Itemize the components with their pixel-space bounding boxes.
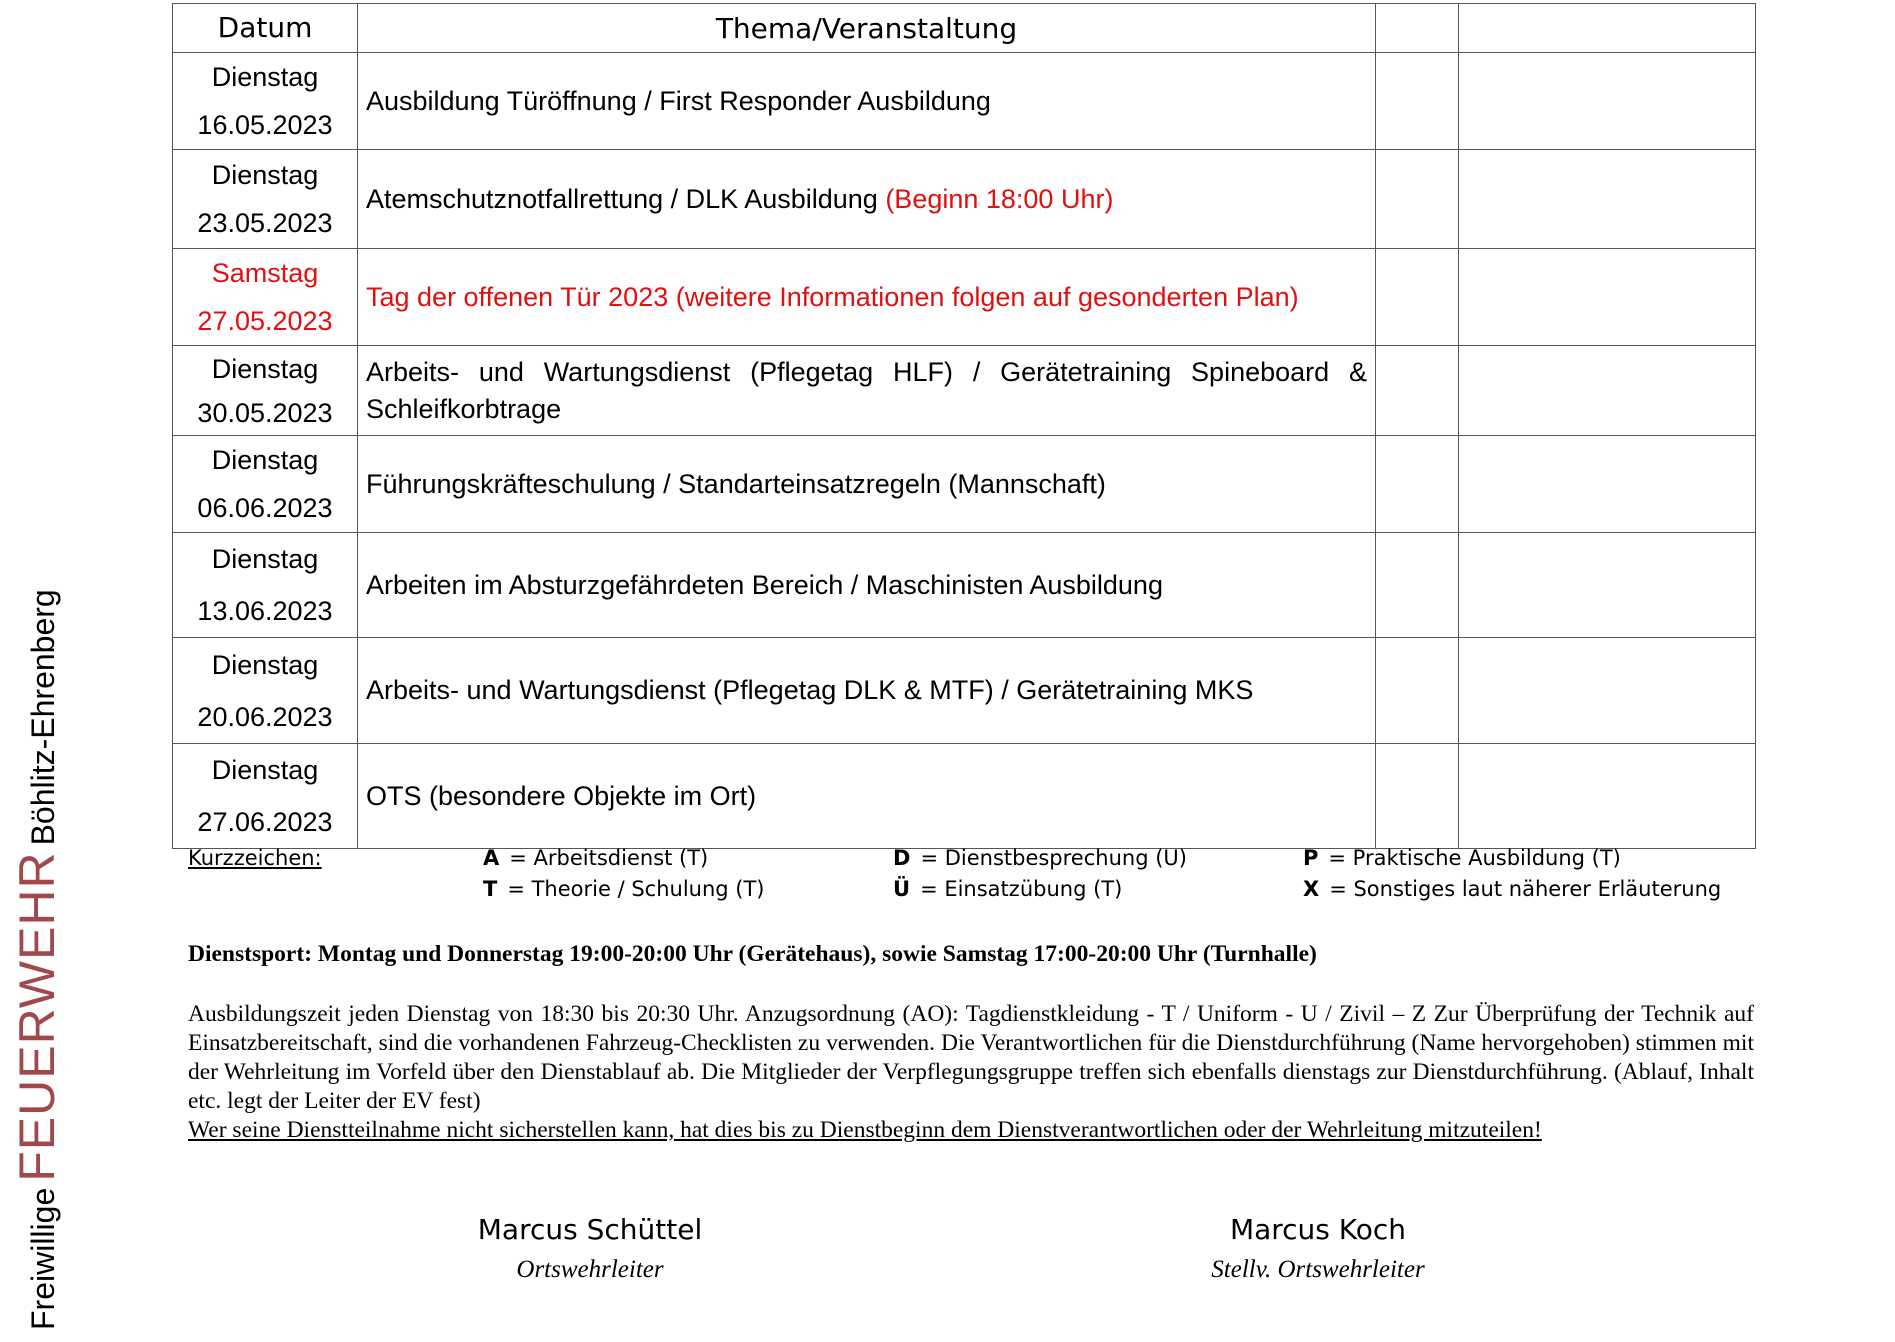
training-notes (188, 1000, 1754, 1145)
table-row (173, 53, 1756, 150)
sidebar-prefix: Freiwillige (25, 1187, 61, 1330)
schedule-table (172, 3, 1756, 849)
sidebar-place: Böhlitz-Ehrenberg (25, 589, 61, 846)
date-cell: Dienstag 23.05.2023 (173, 150, 358, 249)
empty-cell (1376, 744, 1459, 849)
empty-cell (1459, 744, 1756, 849)
topic-cell: Arbeits- und Wartungsdienst (Pflegetag HLF) / Gerätetraining Spineboard & Schleifkorbtrage (358, 346, 1376, 436)
date-cell: Dienstag 20.06.2023 (173, 638, 358, 744)
signature-role: Stellv. Ortswehrleiter (1211, 1256, 1425, 1283)
signature-block (390, 1210, 790, 1288)
topic-cell: OTS (besondere Objekte im Ort) (358, 744, 1376, 849)
table-row (173, 436, 1756, 533)
topic-cell: Arbeits- und Wartungsdienst (Pflegetag DLK & MTF) / Gerätetraining MKS (358, 638, 1376, 744)
legend-label: Kurzzeichen: (188, 846, 322, 870)
empty-cell (1459, 638, 1756, 744)
legend-item: Ü = Einsatzübung (T) (893, 877, 1123, 901)
empty-cell (1459, 436, 1756, 533)
topic-cell: Arbeiten im Absturzgefährdeten Bereich / Maschinisten Ausbildung (358, 533, 1376, 638)
attendance-warning: Wer seine Dienstteilnahme nicht sicherstellen kann, hat dies bis zu Dienstbeginn dem Dienstverantwortlichen oder der Wehrleitung mitzuteilen! (188, 1117, 1542, 1143)
empty-cell (1459, 53, 1756, 150)
signature-name: Marcus Schüttel (477, 1213, 703, 1246)
legend-item: D = Dienstbesprechung (U) (893, 846, 1187, 870)
table-row (173, 533, 1756, 638)
header-date: Datum (173, 4, 358, 53)
header-topic: Thema/Veranstaltung (358, 4, 1376, 53)
table-row (173, 638, 1756, 744)
empty-cell (1376, 533, 1459, 638)
header-extra-1 (1376, 4, 1459, 53)
service-sport-note: Dienstsport: Montag und Donnerstag 19:00-20:00 Uhr (Gerätehaus), sowie Samstag 17:00-20:00 Uhr (Turnhalle) (188, 941, 1317, 967)
topic-cell: Tag der offenen Tür 2023 (weitere Informationen folgen auf gesonderten Plan) (358, 249, 1376, 346)
organization-sidebar (8, 589, 98, 1330)
date-cell: Dienstag 30.05.2023 (173, 346, 358, 436)
training-notes-body: Ausbildungszeit jeden Dienstag von 18:30 bis 20:30 Uhr. Anzugsordnung (AO): Tagdienstkleidung - T / Uniform - U / Zivil – Z Zur Überprüfung der Technik auf Einsatzbereitschaft, sind die vorhandenen Fahrzeug-Checklisten zu verwenden. Die Verantwortlichen für die Dienstdurchführung (Name hervorgehoben) stimmen mit der Wehrleitung im Vorfeld über den Dienstablauf ab. Die Mitglieder der Verpflegungsgruppe treffen sich ebenfalls dienstags zur Dienstdurchführung. (Ablauf, Inhalt etc. legt der Leiter der EV fest) (188, 1001, 1754, 1114)
empty-cell (1376, 53, 1459, 150)
signature-block (1118, 1210, 1518, 1288)
start-time-note: (Beginn 18:00 Uhr) (885, 183, 1114, 214)
table-row (173, 150, 1756, 249)
legend-item: X = Sonstiges laut näherer Erläuterung (1303, 877, 1722, 901)
empty-cell (1376, 249, 1459, 346)
empty-cell (1459, 249, 1756, 346)
legend-item: P = Praktische Ausbildung (T) (1303, 846, 1621, 870)
topic-cell: Ausbildung Türöffnung / First Responder Ausbildung (358, 53, 1376, 150)
date-cell: Dienstag 06.06.2023 (173, 436, 358, 533)
topic-cell: Atemschutznotfallrettung / DLK Ausbildung (Beginn 18:00 Uhr) (358, 150, 1376, 249)
empty-cell (1459, 346, 1756, 436)
sidebar-brand: FEUERWEHR (9, 851, 65, 1182)
date-cell: Dienstag 16.05.2023 (173, 53, 358, 150)
empty-cell (1376, 638, 1459, 744)
empty-cell (1459, 533, 1756, 638)
signature-role: Ortswehrleiter (516, 1256, 664, 1283)
table-row (173, 744, 1756, 849)
legend-item: A = Arbeitsdienst (T) (483, 846, 709, 870)
date-cell: Dienstag 13.06.2023 (173, 533, 358, 638)
signature-name: Marcus Koch (1229, 1213, 1407, 1246)
topic-cell: Führungskräfteschulung / Standarteinsatzregeln (Mannschaft) (358, 436, 1376, 533)
legend-item: T = Theorie / Schulung (T) (483, 877, 765, 901)
table-row (173, 346, 1756, 436)
empty-cell (1459, 150, 1756, 249)
table-row-highlighted (173, 249, 1756, 346)
date-cell: Samstag 27.05.2023 (173, 249, 358, 346)
table-header-row (173, 4, 1756, 53)
header-extra-2 (1459, 4, 1756, 53)
empty-cell (1376, 150, 1459, 249)
empty-cell (1376, 436, 1459, 533)
empty-cell (1376, 346, 1459, 436)
date-cell: Dienstag 27.06.2023 (173, 744, 358, 849)
